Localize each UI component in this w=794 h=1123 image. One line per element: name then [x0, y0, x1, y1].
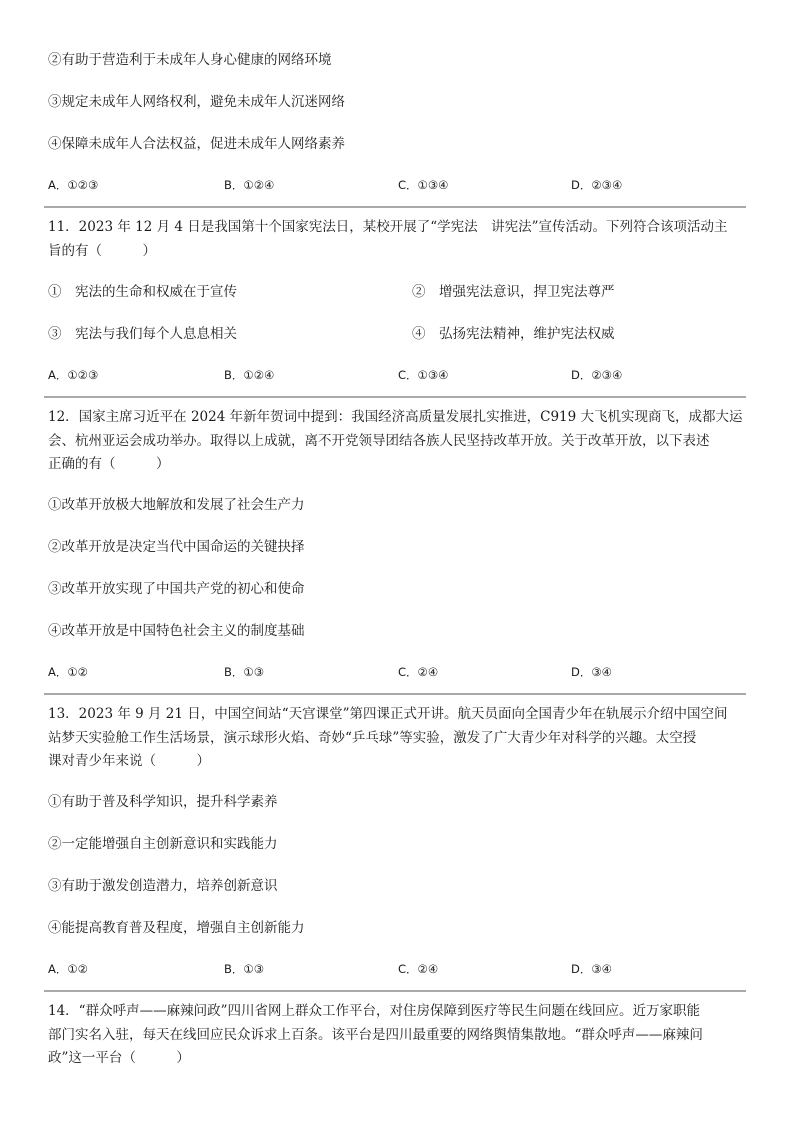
q11-statement-2: ② 增强宪法意识，捍卫宪法尊严 [412, 284, 615, 300]
q11-option-a[interactable]: A．①②③ [48, 368, 99, 382]
q12-option-d[interactable]: D．③④ [571, 665, 612, 679]
statement-3: ③规定未成年人网络权利，避免未成年人沉迷网络 [48, 94, 345, 110]
q13-option-d[interactable]: D．③④ [571, 962, 612, 976]
q13-stem-line2: 站梦天实验舱工作生活场景，演示球形火焰、奇妙“乒乓球”等实验，激发了广大青少年对科学的兴趣。太空授 [48, 730, 697, 746]
q12-statement-4: ④改革开放是中国特色社会主义的制度基础 [48, 623, 305, 639]
q13-statement-2: ②一定能增强自主创新意识和实践能力 [48, 836, 278, 852]
q12-option-a[interactable]: A．①② [48, 665, 88, 679]
q13-statement-4: ④能提高教育普及程度，增强自主创新能力 [48, 920, 305, 936]
q12-answer-options [48, 664, 748, 684]
q11-statement-1: ① 宪法的生命和权威在于宣传 [48, 284, 237, 300]
q11-option-b[interactable]: B．①②④ [224, 368, 275, 382]
q13-stem-line1: 13．2023 年 9 月 21 日，中国空间站“天宫课堂”第四课正式开讲。航天员面向全国青少年在轨展示介绍中国空间 [48, 706, 728, 722]
q14-stem-line3: 政”这一平台（ ） [48, 1050, 190, 1066]
q13-option-c[interactable]: C．②④ [398, 962, 439, 976]
q12-statement-3: ③改革开放实现了中国共产党的初心和使命 [48, 581, 305, 597]
q11-option-d[interactable]: D．②③④ [571, 368, 623, 382]
question-divider [44, 206, 746, 208]
q11-answer-options [48, 367, 748, 387]
q13-stem-line3: 课对青少年来说（ ） [48, 753, 210, 769]
q11-statement-3: ③ 宪法与我们每个人息息相关 [48, 326, 237, 342]
q13-option-a[interactable]: A．①② [48, 962, 88, 976]
q11-stem-line2: 旨的有（ ） [48, 243, 156, 259]
option-b[interactable]: B．①②④ [224, 178, 275, 192]
q12-option-b[interactable]: B．①③ [224, 665, 265, 679]
statement-2: ②有助于营造利于未成年人身心健康的网络环境 [48, 52, 332, 68]
option-c[interactable]: C．①③④ [398, 178, 449, 192]
option-d[interactable]: D．②③④ [571, 178, 623, 192]
q12-option-c[interactable]: C．②④ [398, 665, 439, 679]
q13-answer-options [48, 961, 748, 981]
q12-statement-1: ①改革开放极大地解放和发展了社会生产力 [48, 497, 305, 513]
option-a[interactable]: A．①②③ [48, 178, 99, 192]
q11-stem-line1: 11．2023 年 12 月 4 日是我国第十个国家宪法日，某校开展了“学宪法 讲宪法”宣传活动。下列符合该项活动主 [48, 219, 728, 235]
q11-option-c[interactable]: C．①③④ [398, 368, 449, 382]
answer-options [48, 177, 748, 197]
q12-stem-line3: 正确的有（ ） [48, 456, 170, 472]
q14-stem-line1: 14．“群众呼声——麻辣问政”四川省网上群众工作平台，对住房保障到医疗等民生问题在线回应。近万家职能 [48, 1003, 700, 1019]
q11-statement-4: ④ 弘扬宪法精神，维护宪法权威 [412, 326, 615, 342]
q14-stem-line2: 部门实名入驻，每天在线回应民众诉求上百条。该平台是四川最重要的网络舆情集散地。“群众呼声——麻辣问 [48, 1027, 703, 1043]
q12-stem-line1: 12．国家主席习近平在 2024 年新年贺词中提到：我国经济高质量发展扎实推进，C919 大飞机实现商飞，成都大运 [48, 409, 743, 425]
question-divider [44, 990, 746, 992]
q13-option-b[interactable]: B．①③ [224, 962, 265, 976]
question-divider [44, 396, 746, 398]
question-divider [44, 693, 746, 695]
q13-statement-3: ③有助于激发创造潜力，培养创新意识 [48, 878, 278, 894]
q12-statement-2: ②改革开放是决定当代中国命运的关键抉择 [48, 539, 305, 555]
statement-4: ④保障未成年人合法权益，促进未成年人网络素养 [48, 136, 345, 152]
q13-statement-1: ①有助于普及科学知识，提升科学素养 [48, 794, 278, 810]
q12-stem-line2: 会、杭州亚运会成功举办。取得以上成就，离不开党领导团结各族人民坚持改革开放。关于改革开放，以下表述 [48, 433, 710, 449]
